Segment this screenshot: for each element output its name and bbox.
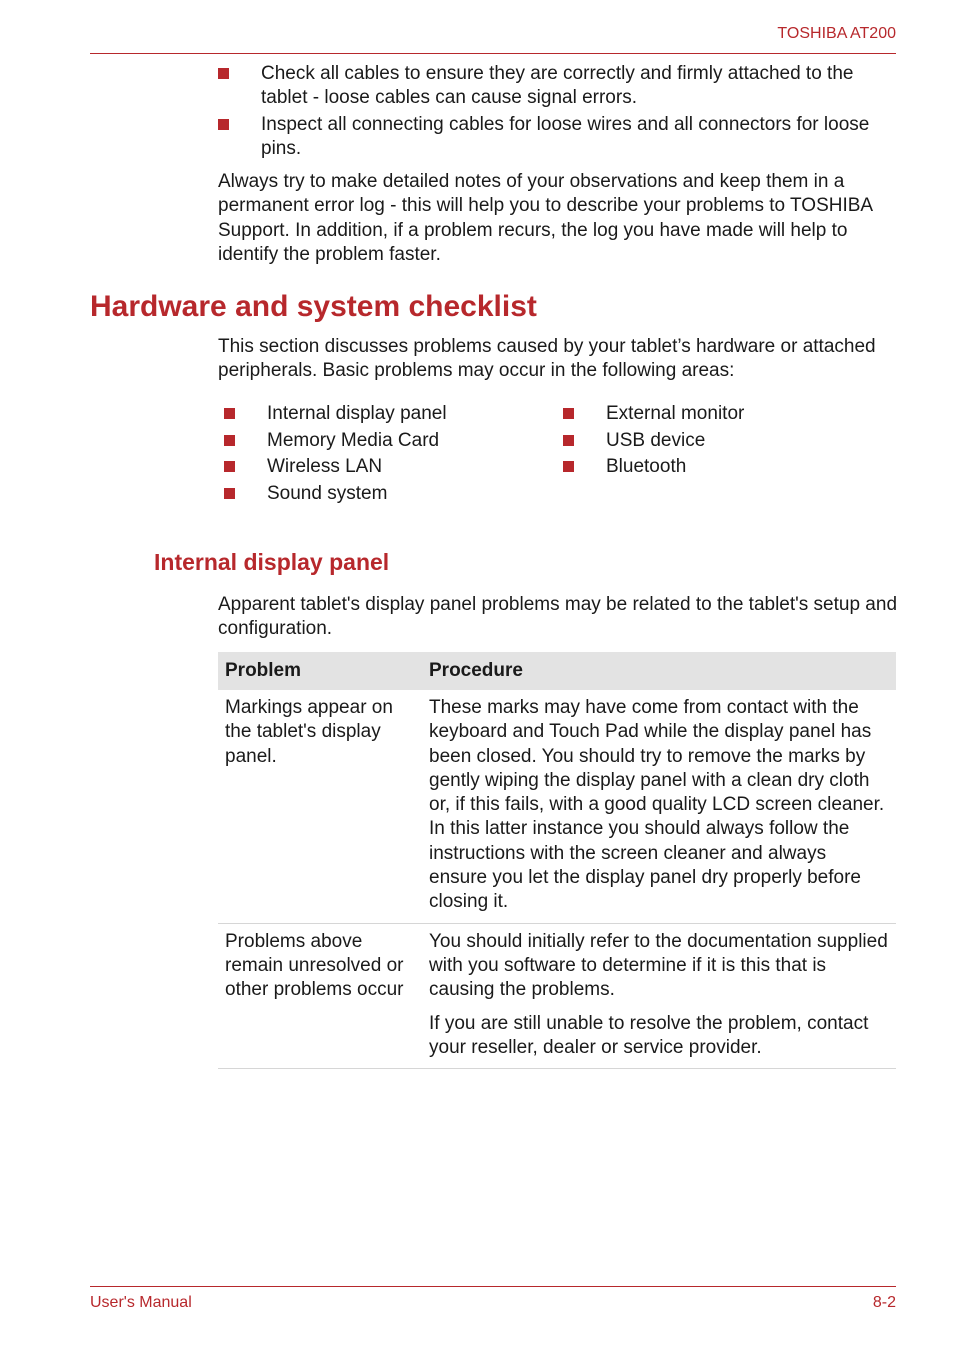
page-number: 8-2 [872, 1294, 896, 1311]
header-title: TOSHIBA AT200 [777, 25, 896, 42]
bullet-square-icon [218, 119, 229, 130]
area-label: Wireless LAN [267, 456, 383, 478]
problem-cell: Markings appear on the tablet's display panel. [218, 690, 422, 923]
area-label: Internal display panel [267, 403, 447, 424]
problem-procedure-table [218, 652, 896, 1069]
area-label: Memory Media Card [267, 429, 440, 451]
procedure-text: If you are still unable to resolve the problem, contact your reseller, dealer or service provider. [429, 1012, 869, 1058]
list-item [563, 455, 893, 482]
list-item [563, 402, 893, 429]
procedure-cell [422, 690, 896, 923]
bullet-square-icon [563, 408, 574, 419]
list-item [224, 429, 554, 456]
footer-rule [90, 1286, 896, 1287]
header-rule [90, 53, 896, 54]
table-row [218, 690, 896, 923]
area-label: Sound system [267, 483, 388, 505]
list-item [218, 113, 898, 162]
column-header-problem: Problem [218, 652, 422, 690]
procedure-cell [422, 923, 896, 1068]
list-item-text: Check all cables to ensure they are correctly and firmly attached to the tablet - loose cables can cause signal errors. [261, 63, 854, 109]
footer-manual-label: User's Manual [90, 1294, 192, 1311]
list-item-text: Inspect all connecting cables for loose wires and all connectors for loose pins. [261, 114, 870, 160]
subsection-intro: Apparent tablet's display panel problems may be related to the tablet's setup and configuration. [218, 594, 898, 640]
area-label: Bluetooth [606, 456, 687, 478]
list-item [563, 429, 893, 456]
column-header-procedure: Procedure [422, 652, 896, 690]
area-label: USB device [606, 429, 706, 451]
procedure-text: You should initially refer to the documentation supplied with you software to determine if it is this that is causing the problems. [429, 930, 888, 1001]
areas-column-left [224, 402, 554, 509]
table-header-row [218, 652, 896, 690]
list-item [224, 482, 554, 509]
bullet-square-icon [563, 461, 574, 472]
problem-cell: Problems above remain unresolved or other problems occur [218, 923, 422, 1068]
list-item [218, 62, 898, 111]
subsection-heading: Internal display panel [154, 549, 390, 575]
bullet-square-icon [224, 408, 235, 419]
intro-bullet-list [218, 62, 898, 164]
areas-column-right [563, 402, 893, 482]
intro-paragraph: Always try to make detailed notes of your observations and keep them in a permanent error log - this will help you to describe your problems to TOSHIBA Support. In addition, if a problem recurs, the log you have made will help to identify the problem faster. [218, 171, 873, 265]
bullet-square-icon [218, 68, 229, 79]
list-item [224, 402, 554, 429]
bullet-square-icon [563, 435, 574, 446]
bullet-square-icon [224, 488, 235, 499]
procedure-text: These marks may have come from contact with the keyboard and Touch Pad while the display panel has been closed. You should try to remove the marks by gently wiping the display panel with a clean dry cloth or, if this fails, with a good quality LCD screen cleaner. In this latter instance you should always follow the instructions with the screen cleaner and always ensure you let the display panel dry properly before closing it. [429, 697, 885, 913]
section-intro: This section discusses problems caused by your tablet’s hardware or attached peripherals. Basic problems may occur in the following areas: [218, 336, 876, 382]
table-row [218, 923, 896, 1068]
list-item [224, 455, 554, 482]
bullet-square-icon [224, 461, 235, 472]
bullet-square-icon [224, 435, 235, 446]
area-label: External monitor [606, 403, 745, 424]
section-heading: Hardware and system checklist [90, 290, 537, 323]
